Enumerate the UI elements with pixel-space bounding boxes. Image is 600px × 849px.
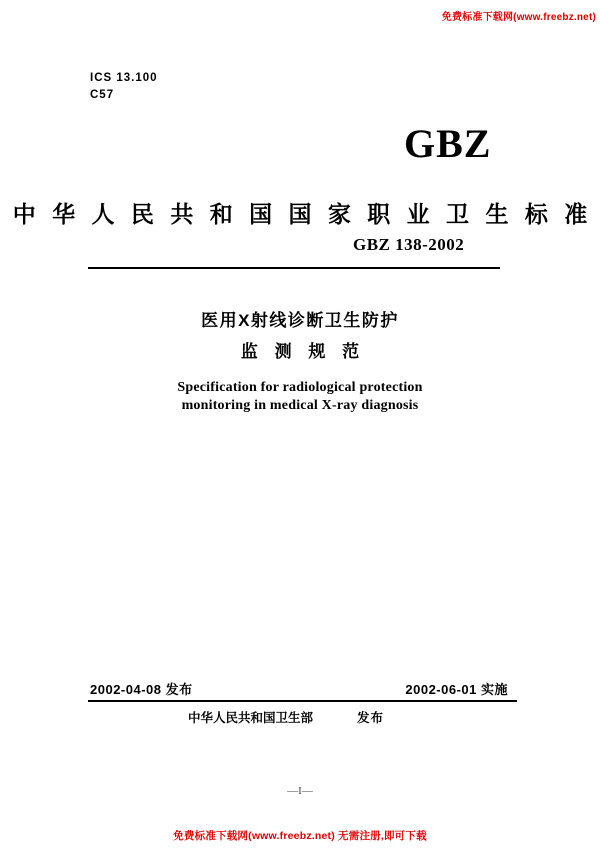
issue-date: 2002-04-08 发布 bbox=[90, 682, 193, 697]
watermark-top-text: 免费标准下载网(www.freebz.net) bbox=[441, 12, 596, 23]
classification-code: C57 bbox=[90, 89, 115, 101]
gbz-logo: GBZ bbox=[404, 121, 492, 166]
watermark-bottom-text: 免费标准下载网(www.freebz.net) 无需注册,即可下载 bbox=[173, 830, 427, 842]
publish-label: 发布 bbox=[357, 711, 385, 725]
page-number: —I— bbox=[287, 785, 313, 797]
standard-category-title: 中 华 人 民 共 和 国 国 家 职 业 卫 生 标 准 bbox=[12, 201, 593, 227]
publisher-name: 中华人民共和国卫生部 bbox=[188, 711, 314, 725]
footer-divider-rule bbox=[88, 700, 517, 702]
document-title-cn-line1: 医用X射线诊断卫生防护 bbox=[201, 311, 399, 330]
implementation-date: 2002-06-01 实施 bbox=[405, 682, 508, 697]
document-title-cn-line2: 监 测 规 范 bbox=[240, 342, 366, 361]
header-divider-rule bbox=[88, 267, 500, 269]
document-title-en-line1: Specification for radiological protection bbox=[177, 380, 423, 395]
ics-code: ICS 13.100 bbox=[90, 72, 158, 84]
standard-number: GBZ 138-2002 bbox=[353, 235, 465, 254]
document-title-en-line2: monitoring in medical X-ray diagnosis bbox=[181, 398, 419, 413]
